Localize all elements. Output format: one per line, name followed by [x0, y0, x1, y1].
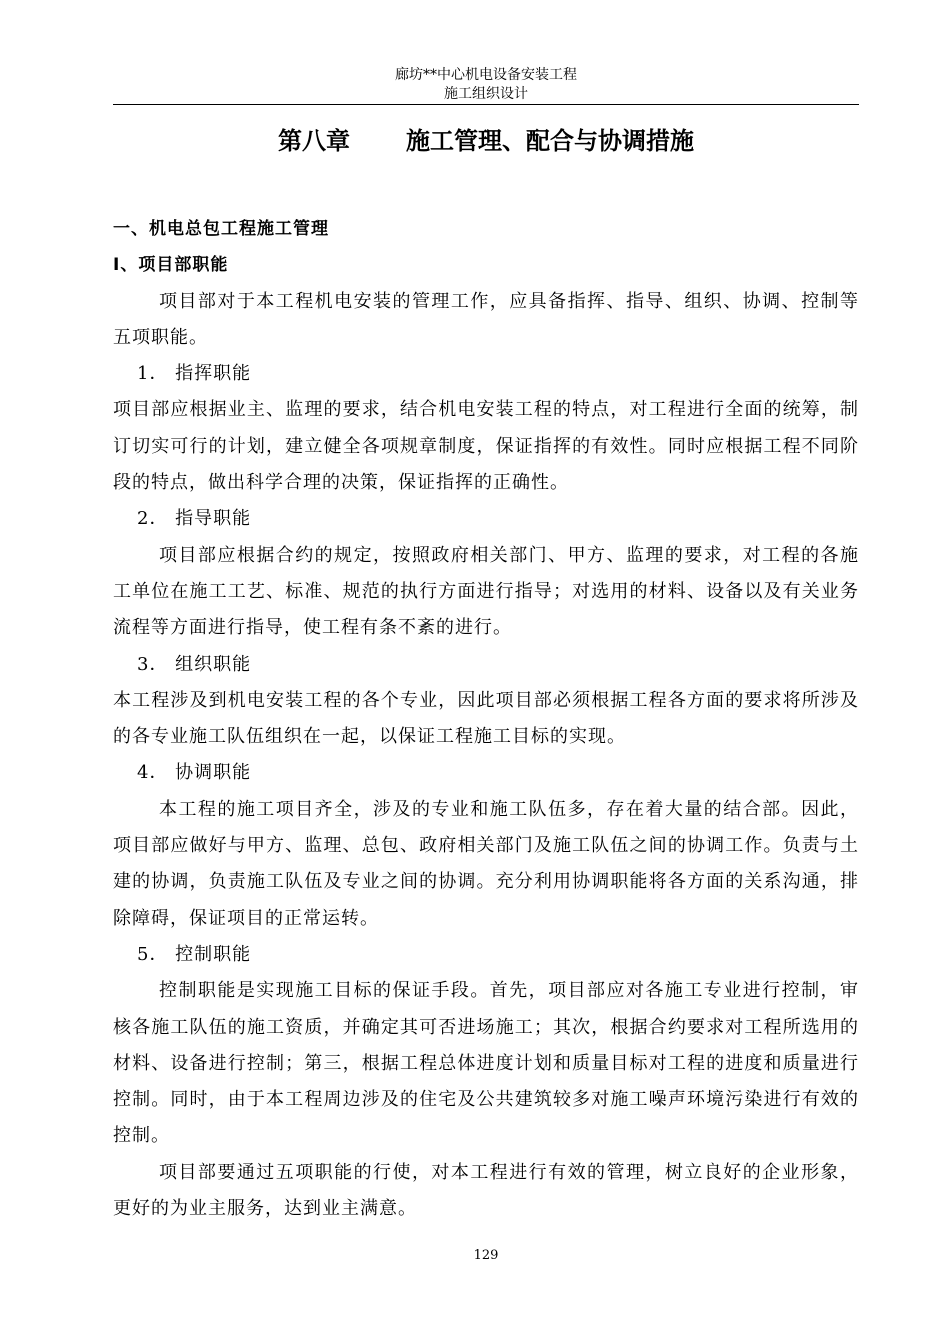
item-heading-command: 1． 指挥职能 — [137, 363, 252, 385]
document-body — [113, 211, 859, 1227]
header-document-title: 施工组织设计 — [444, 86, 528, 102]
item-text-command: 项目部应根据业主、监理的要求，结合机电安装工程的特点，对工程进行全面的统筹，制订切实可行的计划，建立健全各项规章制度，保证指挥的有效性。同时应根据工程不同阶段的特点，做出科学合理的决策，保证指挥的正确性。 — [113, 399, 859, 494]
chapter-title — [113, 124, 859, 158]
page-header — [113, 66, 859, 104]
page-number: 129 — [473, 1248, 499, 1263]
item-text-coordination: 本工程的施工项目齐全，涉及的专业和施工队伍多，存在着大量的结合部。因此，项目部应做好与甲方、监理、总包、政府相关部门及施工队伍之间的协调工作。负责与土建的协调，负责施工队伍及专业之间的协调。充分利用协调职能将各方面的关系沟通，排除障碍，保证项目的正常运转。 — [113, 798, 859, 929]
intro-paragraph: 项目部对于本工程机电安装的管理工作，应具备指挥、指导、组织、协调、控制等五项职能。 — [113, 290, 859, 348]
item-text-control: 控制职能是实现施工目标的保证手段。首先，项目部应对各施工专业进行控制，审核各施工队伍的施工资质，并确定其可否进场施工；其次，根据合约要求对工程所选用的材料、设备进行控制；第三，根据工程总体进度计划和质量目标对工程的进度和质量进行控制。同时，由于本工程周边涉及的住宅及公共建筑较多对施工噪声环境污染进行有效的控制。 — [113, 980, 859, 1147]
conclusion-paragraph: 项目部要通过五项职能的行使，对本工程进行有效的管理，树立良好的企业形象，更好的为业主服务，达到业主满意。 — [113, 1161, 859, 1220]
header-project-title: 廊坊**中心机电设备安装工程 — [395, 67, 577, 83]
section-heading: 一、机电总包工程施工管理 — [113, 219, 329, 239]
chapter-name: 施工管理、配合与协调措施 — [406, 127, 694, 155]
subsection-heading: Ⅰ、项目部职能 — [113, 255, 229, 276]
item-text-organization: 本工程涉及到机电安装工程的各个专业，因此项目部必须根据工程各方面的要求将所涉及的各专业施工队伍组织在一起，以保证工程施工目标的实现。 — [113, 689, 859, 748]
item-text-guidance: 项目部应根据合约的规定，按照政府相关部门、甲方、监理的要求，对工程的各施工单位在施工工艺、标准、规范的执行方面进行指导；对选用的材料、设备以及有关业务流程等方面进行指导，使工程有条不紊的进行。 — [113, 544, 859, 639]
chapter-number: 第八章 — [278, 127, 350, 155]
item-heading-guidance: 2． 指导职能 — [137, 508, 252, 530]
item-heading-coordination: 4． 协调职能 — [137, 762, 252, 784]
item-heading-organization: 3． 组织职能 — [137, 653, 252, 675]
item-heading-control: 5． 控制职能 — [137, 943, 252, 965]
header-divider — [113, 104, 859, 105]
